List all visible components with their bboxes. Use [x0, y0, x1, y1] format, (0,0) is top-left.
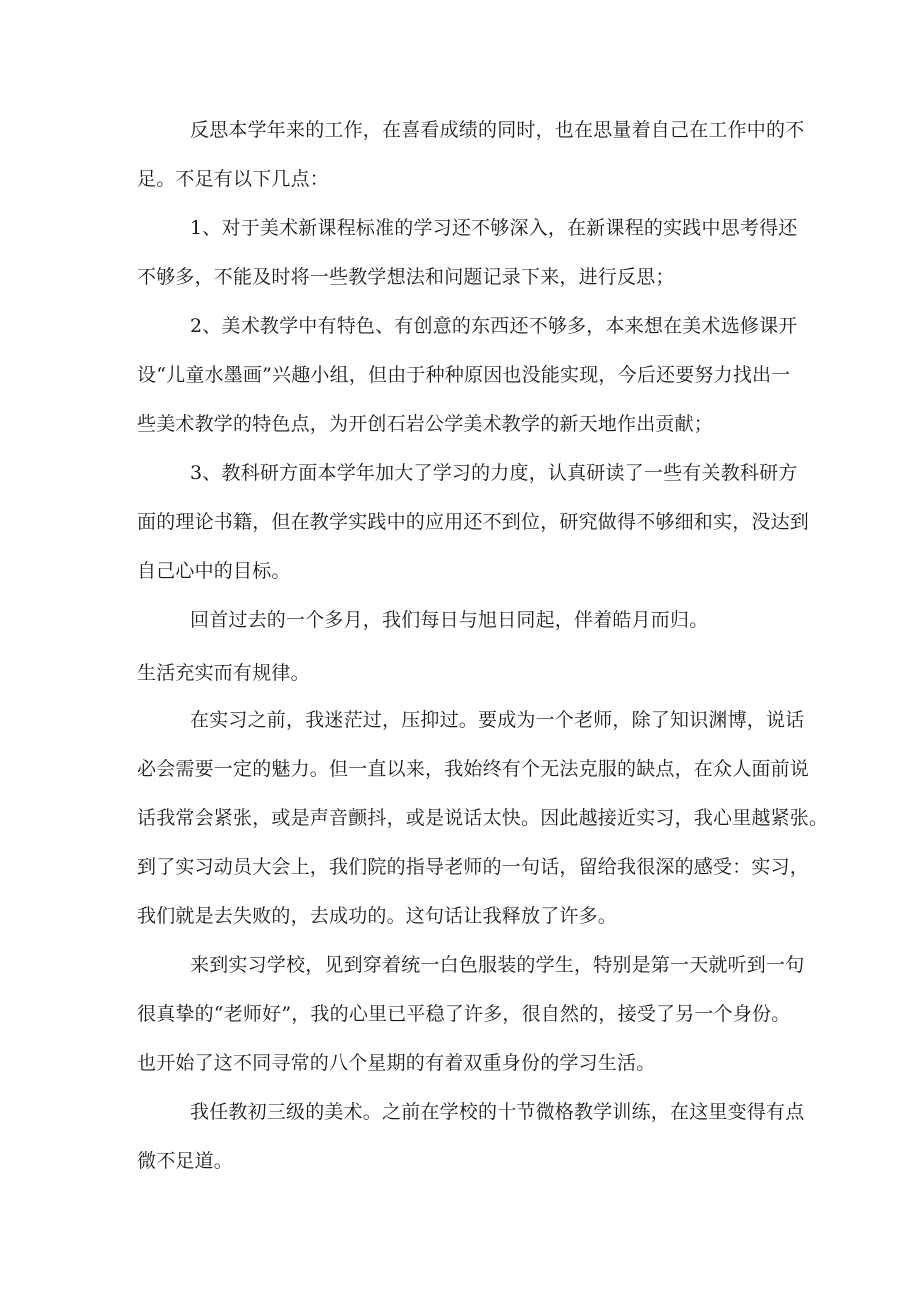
text-line: 来到实习学校，见到穿着统一白色服装的学生，特别是第一天就听到一句	[190, 954, 805, 976]
text-line: 面的理论书籍，但在教学实践中的应用还不到位，研究做得不够细和实，没达到	[137, 511, 810, 533]
text-line: 我们就是去失败的，去成功的。这句话让我释放了许多。	[137, 905, 618, 927]
text-line: 生活充实而有规律。	[137, 662, 310, 684]
text-line: 足。不足有以下几点：	[137, 168, 330, 190]
text-line: 很真挚的“老师好”，我的心里已平稳了许多，很自然的，接受了另一个身份。	[137, 1003, 791, 1025]
text-line: 3、教科研方面本学年加大了学习的力度，认真研读了一些有关教科研方	[190, 462, 798, 484]
text-line: 1、对于美术新课程标准的学习还不够深入，在新课程的实践中思考得还	[190, 217, 798, 239]
text-line: 反思本学年来的工作，在喜看成绩的同时，也在思量着自己在工作中的不	[190, 119, 805, 141]
text-line: 些美术教学的特色点，为开创石岩公学美术教学的新天地作出贡献；	[137, 413, 714, 435]
text-line: 2、美术教学中有特色、有创意的东西还不够多，本来想在美术选修课开	[190, 315, 798, 337]
text-line: 回首过去的一个多月，我们每日与旭日同起，伴着皓月而归。	[190, 609, 709, 631]
text-line: 设“儿童水墨画”兴趣小组，但由于种种原因也没能实现，今后还要努力找出一	[137, 364, 791, 386]
text-line: 也开始了这不同寻常的八个星期的有着双重身份的学习生活。	[137, 1052, 656, 1074]
text-line: 自己心中的目标。	[137, 560, 291, 582]
text-line: 微不足道。	[137, 1150, 234, 1172]
text-line: 我任教初三级的美术。之前在学校的十节微格教学训练，在这里变得有点	[190, 1101, 805, 1123]
text-line: 必会需要一定的魅力。但一直以来，我始终有个无法克服的缺点，在众人面前说	[137, 758, 810, 780]
text-line: 不够多，不能及时将一些教学想法和问题记录下来，进行反思；	[137, 266, 675, 288]
text-line: 话我常会紧张，或是声音颤抖，或是说话太快。因此越接近实习，我心里越紧张。	[137, 807, 829, 829]
text-line: 到了实习动员大会上，我们院的指导老师的一句话，留给我很深的感受：实习，	[137, 856, 810, 878]
text-line: 在实习之前，我迷茫过，压抑过。要成为一个老师，除了知识渊博，说话	[190, 709, 805, 731]
